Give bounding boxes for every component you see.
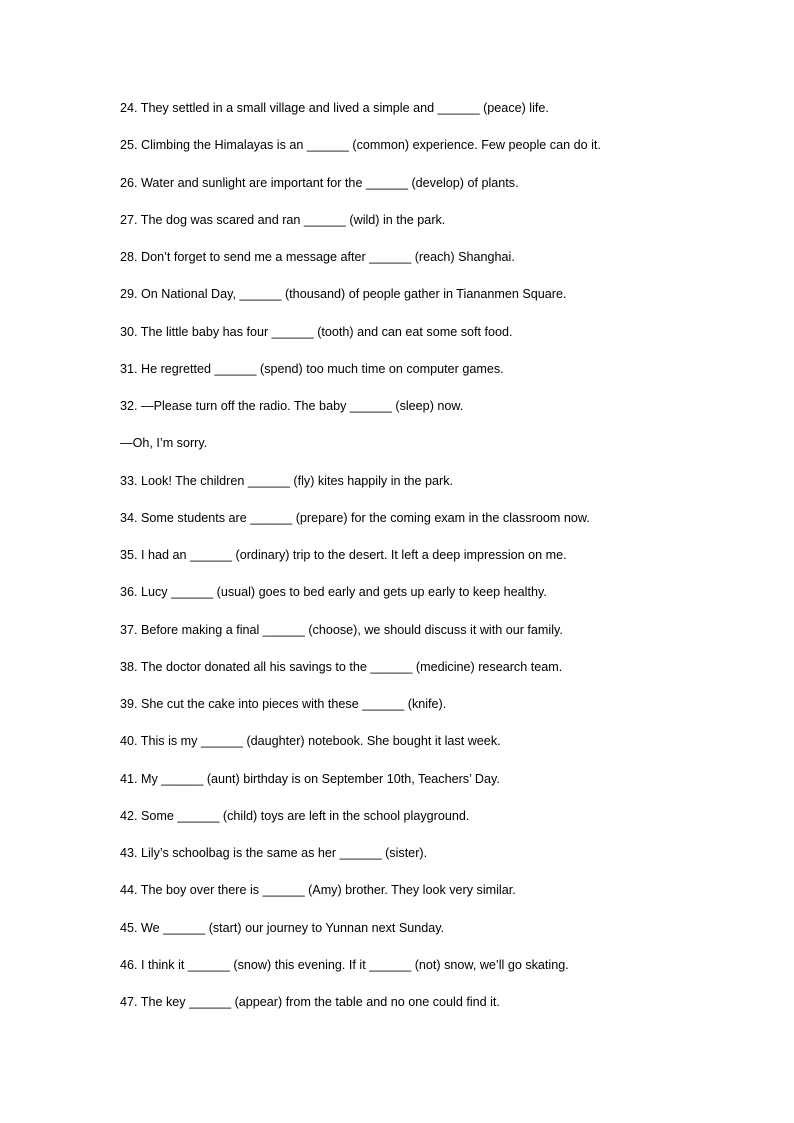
exercise-24: 24. They settled in a small village and lived a simple and ______ (peace) life. (120, 101, 549, 115)
exercise-31: 31. He regretted ______ (spend) too much time on computer games. (120, 361, 504, 376)
exercise-39: 39. She cut the cake into pieces with these ______ (knife). (120, 697, 447, 711)
exercise-30: 30. The little baby has four ______ (tooth) and can eat some soft food. (120, 324, 513, 339)
exercise-41: 41. My ______ (aunt) birthday is on September 10th, Teachers’ Day. (120, 771, 500, 786)
exercise-42: 42. Some ______ (child) toys are left in the school playground. (120, 808, 470, 823)
exercise-32-response: —Oh, I’m sorry. (120, 436, 208, 451)
exercise-28: 28. Don’t forget to send me a message after ______ (reach) Shanghai. (120, 250, 515, 264)
exercise-45: 45. We ______ (start) our journey to Yunnan next Sunday. (120, 920, 445, 935)
exercise-37: 37. Before making a final ______ (choose), we should discuss it with our family. (120, 622, 563, 637)
exercise-43: 43. Lily’s schoolbag is the same as her ______ (sister). (120, 846, 428, 860)
exercise-36: 36. Lucy ______ (usual) goes to bed early and gets up early to keep healthy. (120, 585, 547, 600)
exercise-38: 38. The doctor donated all his savings to the ______ (medicine) research team. (120, 659, 563, 674)
exercise-32-question: 32. —Please turn off the radio. The baby ______ (sleep) now. (120, 399, 464, 413)
exercise-40: 40. This is my ______ (daughter) notebook. She bought it last week. (120, 734, 501, 749)
exercise-list (120, 99, 720, 1030)
exercise-26: 26. Water and sunlight are important for the ______ (develop) of plants. (120, 175, 519, 190)
exercise-27: 27. The dog was scared and ran ______ (wild) in the park. (120, 212, 446, 227)
exercise-34: 34. Some students are ______ (prepare) for the coming exam in the classroom now. (120, 510, 590, 525)
exercise-29: 29. On National Day, ______ (thousand) of people gather in Tiananmen Square. (120, 287, 567, 302)
exercise-44: 44. The boy over there is ______ (Amy) brother. They look very similar. (120, 883, 516, 898)
exercise-35: 35. I had an ______ (ordinary) trip to the desert. It left a deep impression on me. (120, 548, 567, 562)
exercise-25: 25. Climbing the Himalayas is an ______ (common) experience. Few people can do it. (120, 138, 601, 153)
exercise-33: 33. Look! The children ______ (fly) kites happily in the park. (120, 473, 453, 488)
exercise-46: 46. I think it ______ (snow) this evening. If it ______ (not) snow, we’ll go skating. (120, 957, 569, 972)
exercise-47: 47. The key ______ (appear) from the table and no one could find it. (120, 995, 500, 1009)
